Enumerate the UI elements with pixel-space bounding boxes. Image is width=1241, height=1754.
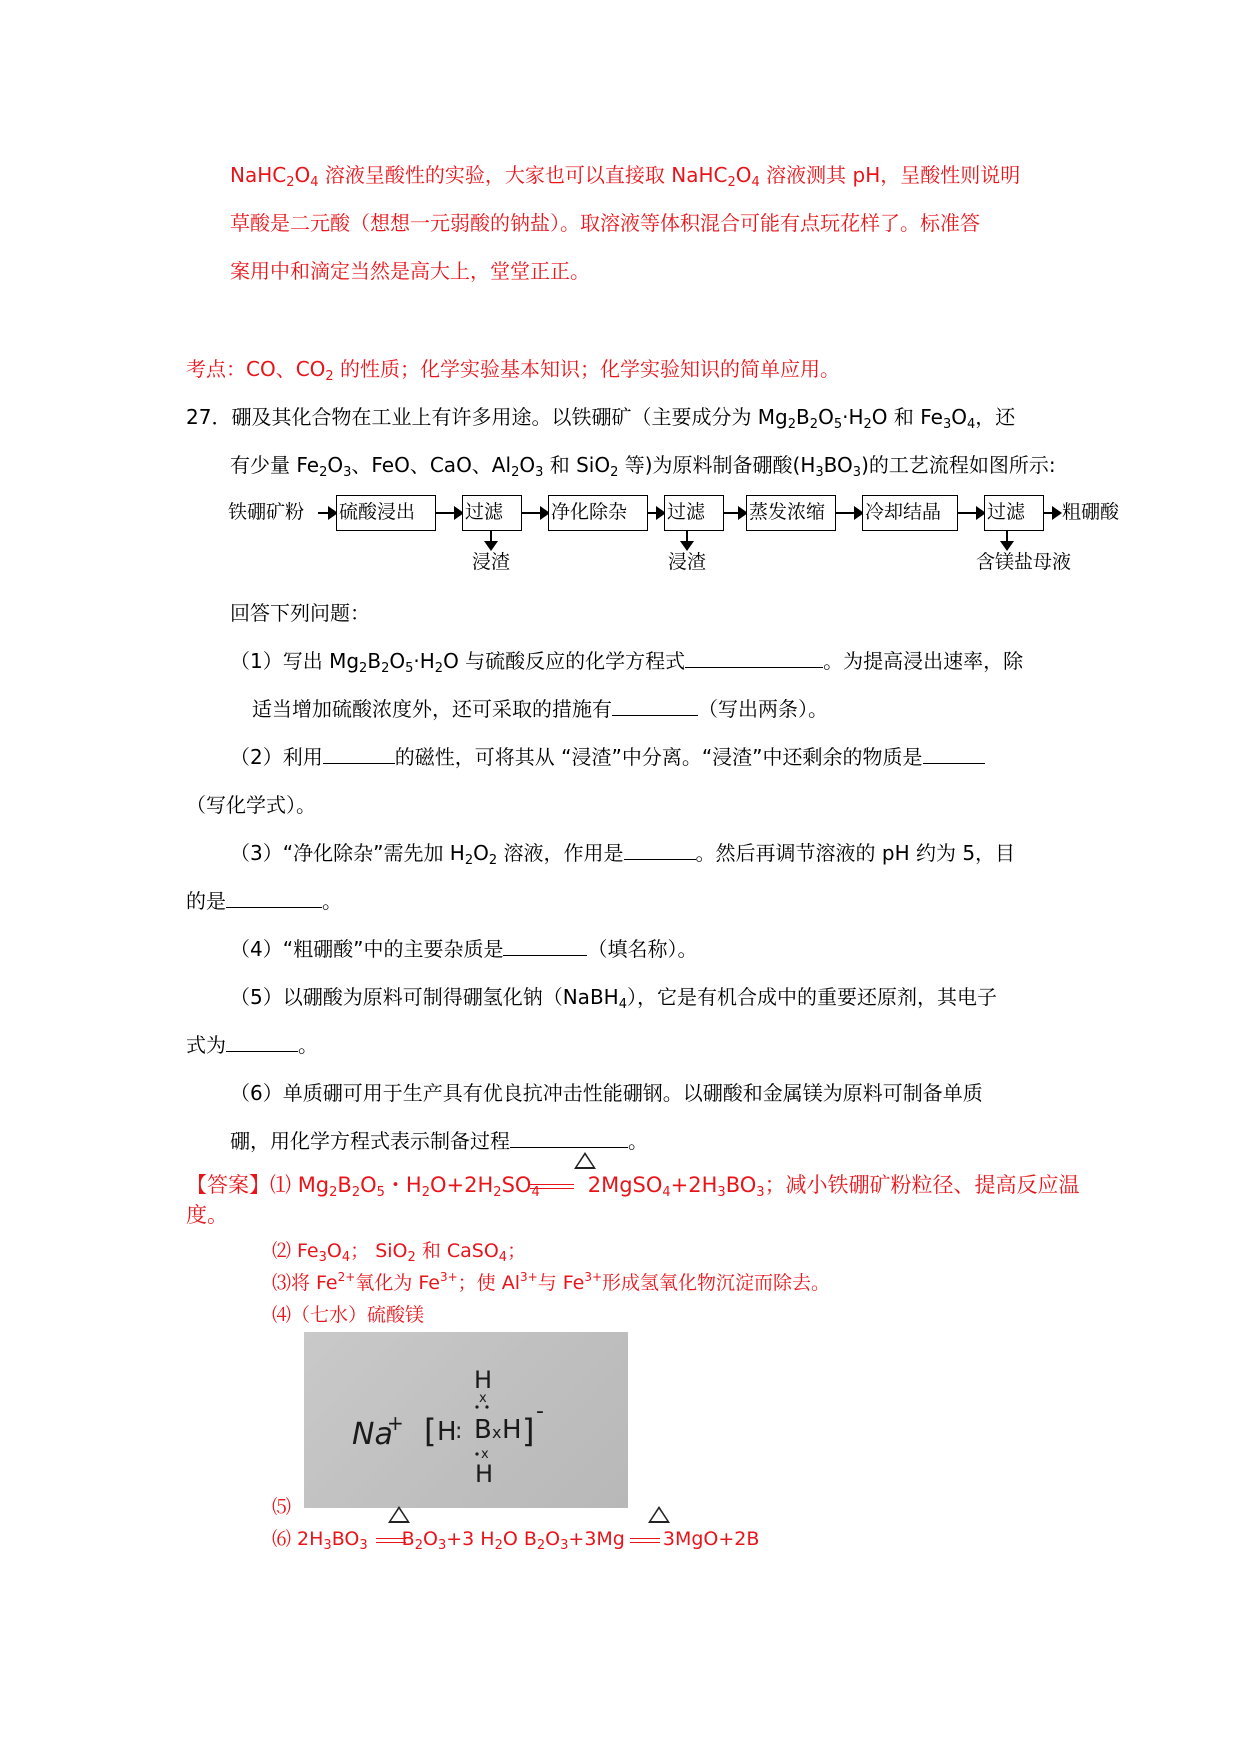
electron-dot — [485, 1405, 488, 1408]
flow-arrow — [724, 512, 746, 514]
intro-line-1: $NaHC_2O_4$ 溶液呈酸性的实验，大家也可以直接取 $NaHC_2O_4$ 溶液测其 pH，呈酸性则说明 — [230, 163, 1021, 190]
question-1-line-1: （1）写出 $Mg_2B_2O_5\cdot H_2O$ 与硫酸反应的化学方程式 。为提高浸出速率，除 — [230, 649, 1024, 676]
electron-dot — [475, 1452, 478, 1455]
bracket-right: ] — [522, 1412, 535, 1450]
sodium-charge: + — [387, 1411, 404, 1435]
flow-output-2: 浸渣 — [668, 551, 707, 573]
question-6-line-2: 硼，用化学方程式表示制备过程 。 — [230, 1129, 648, 1153]
electron-cross: x — [492, 1423, 502, 1442]
hydrogen-left: H — [437, 1417, 457, 1447]
question-5-line-1: （5）以硼酸为原料可制得硼氢化钠（NaBH$_4$），它是有机合成中的重要还原剂，其电子 — [230, 985, 997, 1012]
answer-blank[interactable] — [503, 936, 587, 956]
flow-arrow — [522, 512, 548, 514]
electron-dot — [475, 1405, 478, 1408]
flow-step-evaporate: 蒸发浓缩 — [746, 495, 836, 531]
flow-arrow-down — [490, 531, 492, 549]
flow-step-crystallize: 冷却结晶 — [862, 495, 958, 531]
answer-blank[interactable] — [685, 648, 823, 668]
intro-line-3: 案用中和滴定当然是高大上，堂堂正正。 — [230, 259, 590, 283]
heating-triangle-icon — [388, 1506, 410, 1523]
flow-step-purify: 净化除杂 — [548, 495, 648, 531]
heating-triangle-icon — [574, 1152, 596, 1169]
flow-arrow — [318, 512, 336, 514]
flow-step-filter-2: 过滤 — [664, 495, 724, 531]
flow-step-filter-1: 过滤 — [462, 495, 522, 531]
question-5-line-2: 式为 。 — [186, 1033, 318, 1057]
flow-arrow-down — [686, 531, 688, 549]
flow-start-label: 铁硼矿粉 — [228, 501, 305, 523]
electron-cross: x — [479, 1391, 487, 1406]
flow-output-1: 浸渣 — [472, 551, 511, 573]
kaodian-line: 考点：CO、$CO_2$ 的性质；化学实验基本知识；化学实验知识的简单应用。 — [186, 357, 841, 384]
answer-blank[interactable] — [226, 888, 322, 908]
answer-blank[interactable] — [226, 1032, 298, 1052]
boron-symbol: B — [474, 1415, 492, 1445]
answer-5: ⑸ — [272, 1496, 292, 1518]
answer-blank[interactable] — [612, 696, 698, 716]
question-6-line-1: （6）单质硼可用于生产具有优良抗冲击性能硼钢。以硼酸和金属镁为原料可制备单质 — [230, 1081, 983, 1105]
flow-output-3: 含镁盐母液 — [976, 551, 1072, 573]
question-1-line-2: 适当增加硫酸浓度外，还可采取的措施有 （写出两条）。 — [252, 697, 828, 721]
answer-blank[interactable] — [624, 840, 696, 860]
shared-pair-colon: : — [455, 1419, 463, 1444]
electron-cross: x — [481, 1447, 489, 1462]
answer-6: ⑹ $2H_3BO_3$ $B_2O_3+3$ $H_2O$ $B_2O_3+3Mg$ 3MgO+2B — [272, 1528, 760, 1553]
question-2-line-2: （写化学式）。 — [186, 793, 316, 817]
hydrogen-bottom: H — [475, 1460, 494, 1488]
question-3-line-2: 的是 。 — [186, 889, 342, 913]
answer-blank[interactable] — [323, 744, 395, 764]
flow-arrow — [1044, 512, 1060, 514]
question-4: （4）“粗硼酸”中的主要杂质是 （填名称）。 — [230, 937, 698, 961]
heating-triangle-icon — [648, 1506, 670, 1523]
flow-arrow — [958, 512, 984, 514]
sodium-symbol: Na — [352, 1417, 393, 1452]
flow-step-leaching: 硫酸浸出 — [336, 495, 436, 531]
answer-2: ⑵ $Fe_3O_4$； SiO$_2$ 和 CaSO$_4$； — [272, 1240, 527, 1265]
anion-charge: - — [536, 1399, 544, 1424]
hydrogen-right: H — [502, 1415, 522, 1445]
question-2-line-1: （2）利用 的磁性，可将其从 “浸渣”中分离。“浸渣”中还剩余的物质是 — [230, 744, 985, 770]
answer-prompt: 回答下列问题： — [230, 601, 370, 625]
flow-arrow-down — [1006, 531, 1008, 549]
flow-step-filter-3: 过滤 — [984, 495, 1044, 531]
question-3-line-1: （3）“净化除杂”需先加 $H_2O_2$ 溶液，作用是 。然后再调节溶液的 pH 约为 5，目 — [230, 841, 1016, 868]
flow-arrow — [836, 512, 862, 514]
answer-1-line-1: 【答案】⑴ $Mg_2B_2O_5$・$H_2O+2H_2SO_4$ $2MgSO_4+2H_3BO_3$；减小铁硼矿粉粒径、提高反应温 — [186, 1173, 1080, 1200]
hydrogen-top: H — [474, 1366, 493, 1394]
electron-formula-photo — [304, 1332, 628, 1508]
answer-3: ⑶将 $Fe^{2+}$氧化为 $Fe^{3+}$；使 $Al^{3+}$与 $Fe^{3+}$形成氢氧化物沉淀而除去。 — [272, 1270, 831, 1294]
bracket-left: [ — [424, 1412, 437, 1450]
intro-line-2: 草酸是二元酸（想想一元弱酸的钠盐）。取溶液等体积混合可能有点玩花样了。标准答 — [230, 211, 980, 235]
flow-arrow — [436, 512, 462, 514]
answer-1-line-2: 度。 — [186, 1203, 228, 1227]
flow-end-label: 粗硼酸 — [1062, 501, 1120, 523]
answer-4: ⑷（七水）硫酸镁 — [272, 1304, 425, 1326]
q27-line-1: 27．硼及其化合物在工业上有许多用途。以铁硼矿（主要成分为 $Mg_2B_2O_5\cdot H_2O$ 和 $Fe_3O_4$，还 — [186, 405, 1016, 432]
flow-arrow — [648, 512, 664, 514]
q27-line-2: 有少量 $Fe_2O_3$、FeO、CaO、$Al_2O_3$ 和 SiO$_2$ 等)为原料制备硼酸$(H_3BO_3)$的工艺流程如图所示: — [230, 453, 1056, 480]
answer-blank[interactable] — [510, 1128, 628, 1148]
answer-blank[interactable] — [923, 744, 985, 764]
